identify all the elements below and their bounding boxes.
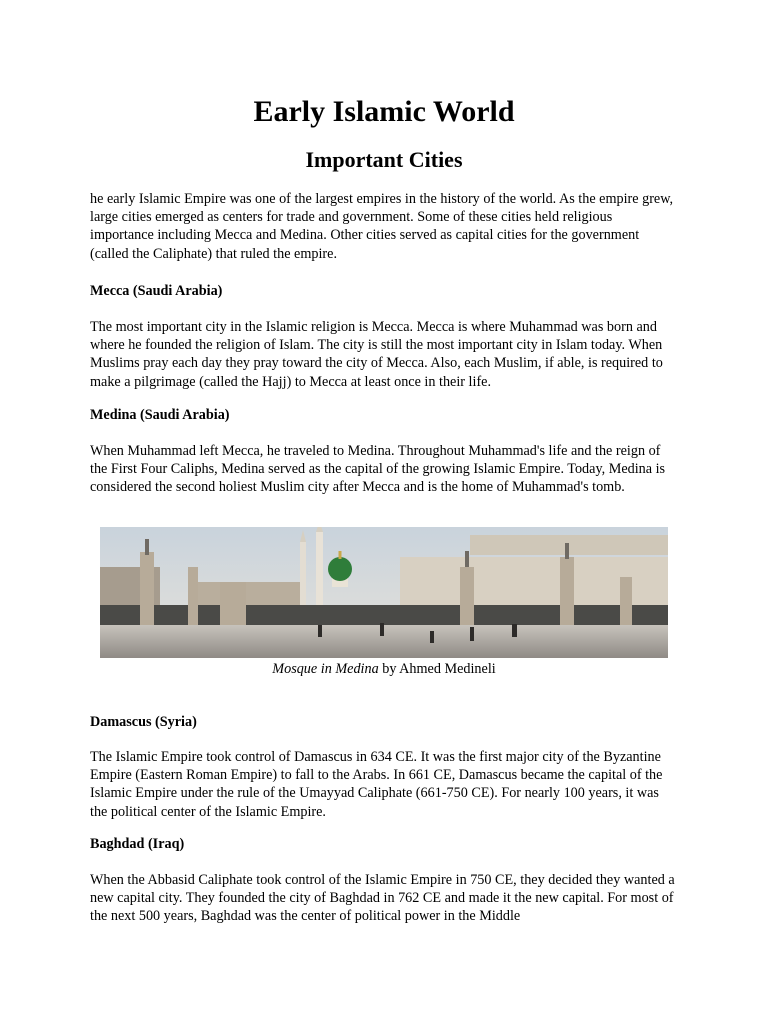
section-damascus-body <box>90 748 678 821</box>
section-medina-body <box>90 442 678 497</box>
section-medina <box>90 406 678 424</box>
section-text-medina: When Muhammad left Mecca, he traveled to Medina. Throughout Muhammad's life and the reign of the First Four Caliphs, Medina served as the capital of the growing Islamic Empire. Today, Medina is considered the second holiest Muslim city after Mecca and is the home of Muhammad's tomb. <box>90 443 666 496</box>
mosque-illustration <box>100 527 668 658</box>
section-baghdad-body <box>90 871 678 926</box>
page-subtitle: Important Cities <box>305 147 463 172</box>
mosque-photo <box>100 527 668 658</box>
section-damascus <box>90 713 678 731</box>
section-text-mecca: The most important city in the Islamic religion is Mecca. Mecca is where Muhammad was born and where he founded the religion of Islam. The city is still the most important city in Islam today. When Muslims pray each day they pray toward the city of Mecca. Also, each Muslim, if able, is required to make a pilgrimage (called the Hajj) to Mecca at least once in their life. <box>90 319 663 390</box>
section-text-baghdad: When the Abbasid Caliphate took control of the Islamic Empire in 750 CE, they decided they wanted a new capital city. They founded the city of Baghdad in 762 CE and made it the new capital. For most of the next 500 years, Baghdad was the center of political power in the Middle <box>90 872 675 925</box>
section-heading-mecca: Mecca (Saudi Arabia) <box>90 283 223 299</box>
section-heading-medina: Medina (Saudi Arabia) <box>90 407 230 423</box>
section-heading-damascus: Damascus (Syria) <box>90 714 197 730</box>
page-title: Early Islamic World <box>253 95 515 128</box>
intro-text: he early Islamic Empire was one of the largest empires in the history of the world. As the empire grew, large cities emerged as centers for trade and government. Some of these cities held religious importance including Mecca and Medina. Other cities served as capital cities for the government (called the Caliphate) that ruled the empire. <box>90 191 674 262</box>
intro-paragraph <box>90 190 678 263</box>
section-heading-baghdad: Baghdad (Iraq) <box>90 836 185 852</box>
caption-credit: by Ahmed Medineli <box>378 661 496 677</box>
image-caption <box>0 660 768 678</box>
section-text-damascus: The Islamic Empire took control of Damascus in 634 CE. It was the first major city of the Byzantine Empire (Eastern Roman Empire) to fall to the Arabs. In 661 CE, Damascus became the capital of the Islamic Empire under the rule of the Umayyad Caliphate (661-750 CE). For nearly 100 years, it was the political center of the Islamic Empire. <box>90 749 663 820</box>
caption-title: Mosque in Medina <box>272 661 379 677</box>
section-baghdad <box>90 835 678 853</box>
section-mecca <box>90 282 678 300</box>
section-mecca-body <box>90 318 678 391</box>
